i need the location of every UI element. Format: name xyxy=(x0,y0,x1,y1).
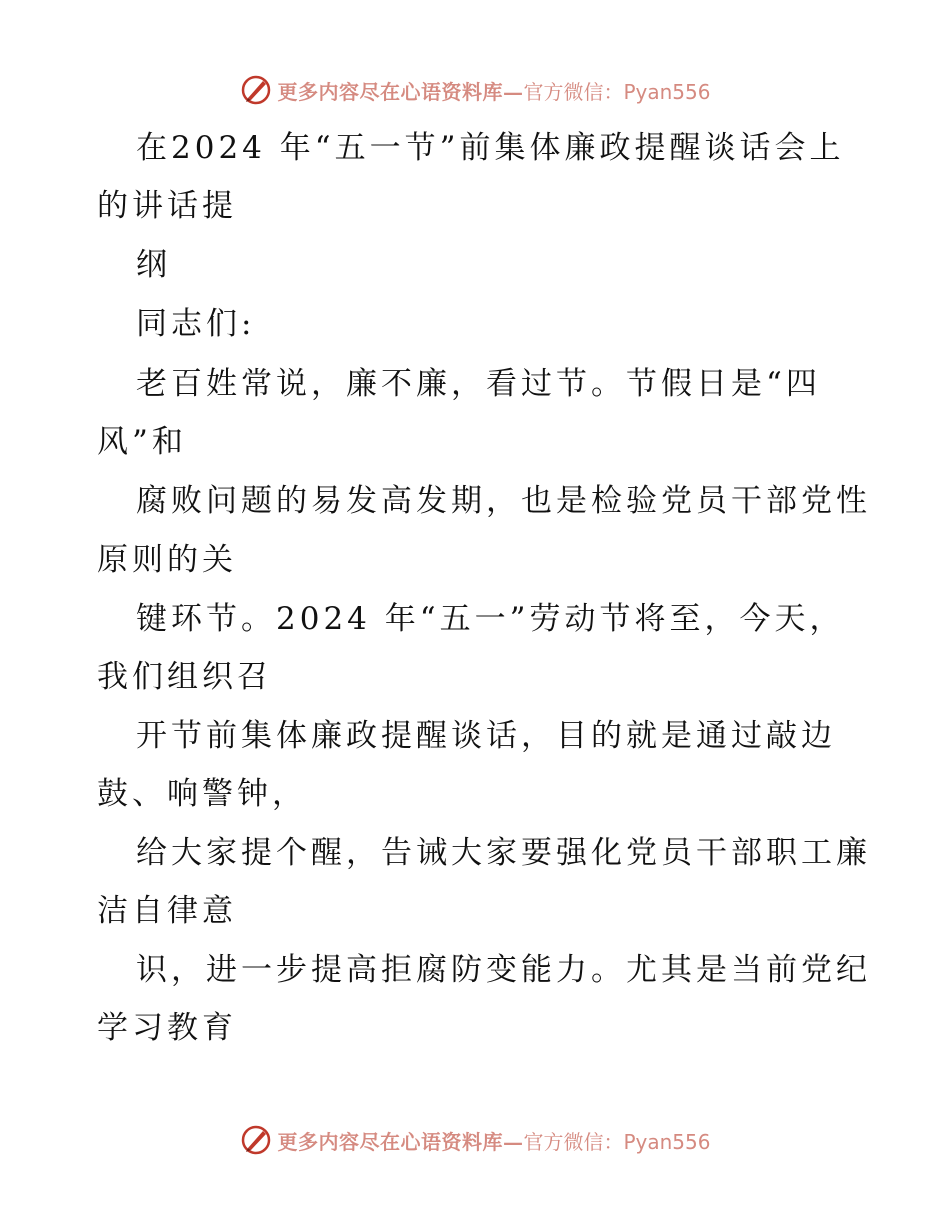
text-line: 的讲话提 xyxy=(97,188,237,224)
watermark-wechat: 官方微信：Pyan556 xyxy=(523,79,711,104)
text-line: 给大家提个醒，告诫大家要强化党员干部职工廉 xyxy=(136,835,871,871)
pen-logo-icon xyxy=(239,1123,273,1157)
watermark-text: 更多内容尽在心语资料库— xyxy=(277,79,524,104)
text-line: 洁自律意 xyxy=(97,893,237,929)
text-line: 识，进一步提高拒腐防变能力。尤其是当前党纪 xyxy=(136,952,871,988)
text-line: 同志们: xyxy=(136,306,256,342)
header-watermark xyxy=(0,70,950,110)
text-line: 老百姓常说，廉不廉，看过节。节假日是“四 xyxy=(136,366,821,402)
pen-logo-icon xyxy=(239,73,273,107)
text-line: 腐败问题的易发高发期，也是检验党员干部党性 xyxy=(136,483,871,519)
text-line: 在2024 年“五一节”前集体廉政提醒谈话会上 xyxy=(136,130,845,166)
text-line: 风”和 xyxy=(97,424,187,460)
text-line: 开节前集体廉政提醒谈话，目的就是通过敲边 xyxy=(136,718,836,754)
text-line: 原则的关 xyxy=(97,542,237,578)
text-line: 学习教育 xyxy=(97,1010,237,1046)
watermark-text: 更多内容尽在心语资料库— xyxy=(277,1129,524,1154)
text-line: 键环节。2024 年“五一”劳动节将至，今天， xyxy=(136,601,845,637)
watermark-wechat: 官方微信：Pyan556 xyxy=(523,1129,711,1154)
text-line: 鼓、响警钟， xyxy=(97,776,307,812)
text-line: 纲 xyxy=(136,247,171,283)
text-line: 我们组织召 xyxy=(97,659,272,695)
footer-watermark xyxy=(0,1120,950,1160)
